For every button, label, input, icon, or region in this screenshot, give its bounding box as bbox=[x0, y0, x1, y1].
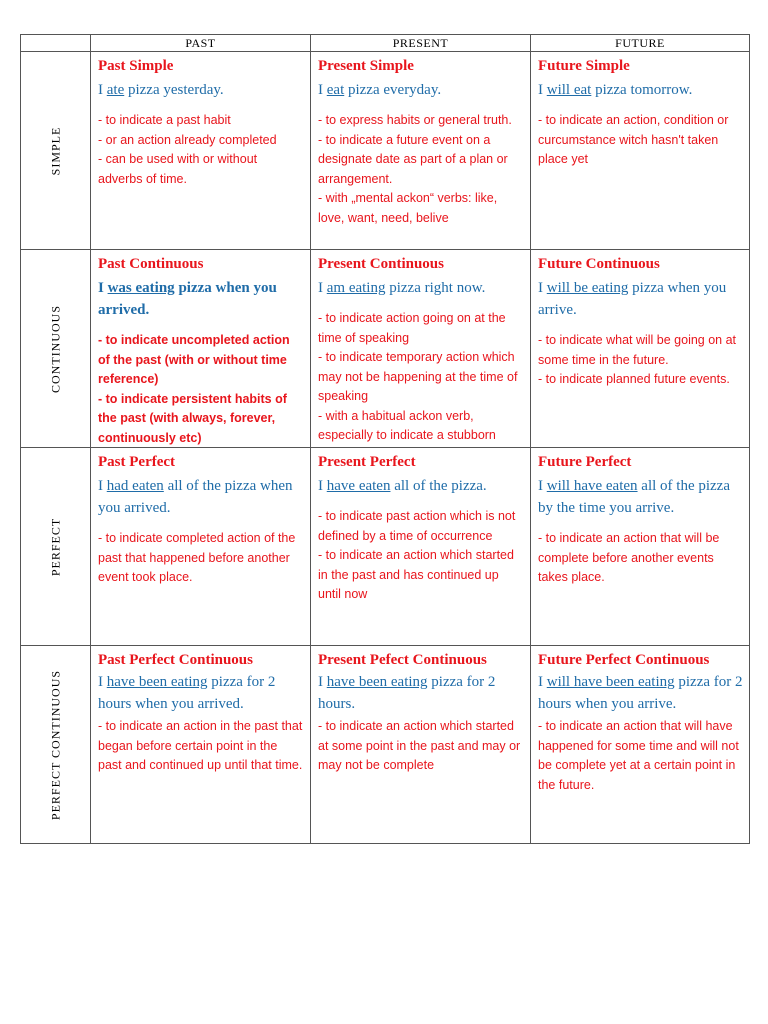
usage-note: - to indicate a future event on a designate date as part of a plan or arrangement. bbox=[318, 132, 508, 186]
verb-phrase: will be eating bbox=[546, 280, 629, 296]
example-sentence: I eat pizza everyday. bbox=[318, 82, 442, 98]
verb-phrase: was eating bbox=[107, 280, 175, 296]
tense-cell bbox=[311, 448, 531, 646]
row-label-cell bbox=[21, 448, 91, 646]
usage-notes bbox=[538, 331, 743, 390]
tense-title: Past Continuous bbox=[98, 256, 204, 272]
verb-phrase: ate bbox=[106, 82, 125, 98]
tense-title: Past Perfect Continuous bbox=[98, 652, 253, 668]
usage-note: - to express habits or general truth. bbox=[318, 113, 512, 127]
usage-notes bbox=[538, 111, 743, 170]
column-header-present: PRESENT bbox=[311, 35, 531, 52]
tense-cell bbox=[91, 250, 311, 448]
tenses-table bbox=[20, 34, 750, 844]
example-sentence: I will be eating pizza when you arrive. bbox=[538, 280, 727, 318]
tense-title: Future Perfect bbox=[538, 454, 632, 470]
tense-title: Future Perfect Continuous bbox=[538, 652, 710, 668]
example-sentence: I have eaten all of the pizza. bbox=[318, 478, 487, 494]
tense-title: Past Simple bbox=[98, 58, 174, 74]
tense-cell bbox=[531, 646, 750, 844]
usage-note: - with „mental ackon“ verbs: like, love, want, need, belive bbox=[318, 191, 498, 225]
row-label-cell bbox=[21, 646, 91, 844]
example-sentence: I ate pizza yesterday. bbox=[98, 82, 224, 98]
tense-title: Present Continuous bbox=[318, 256, 444, 272]
example-sentence: I will have been eating pizza for 2 hours when you arrive. bbox=[538, 674, 743, 712]
row-label: CONTINUOUS bbox=[48, 304, 62, 393]
example-sentence: I will have eaten all of the pizza by the time you arrive. bbox=[538, 478, 731, 516]
usage-note: - to indicate past action which is not defined by a time of occurrence bbox=[318, 509, 516, 543]
usage-note: - to indicate an action that will have happened for some time and will not be complete yet at a certain point in the future. bbox=[538, 719, 739, 792]
tense-cell bbox=[311, 52, 531, 250]
row-label: PERFECT CONTINUOUS bbox=[48, 669, 62, 820]
usage-note: - to indicate persistent habits of the past (with always, forever, continuously etc) bbox=[98, 391, 287, 445]
usage-notes bbox=[98, 111, 304, 189]
row-label: PERFECT bbox=[48, 517, 62, 576]
usage-note: - to indicate temporary action which may not be happening at the time of speaking bbox=[318, 350, 518, 403]
row-label-cell bbox=[21, 250, 91, 448]
usage-note: - to indicate an action which started at some point in the past and may or may not be complete bbox=[318, 719, 521, 772]
usage-note: - to indicate an action which started in the past and has continued up until now bbox=[318, 548, 514, 601]
example-sentence: I was eating pizza when you arrived. bbox=[98, 280, 277, 318]
tense-title: Present Perfect bbox=[318, 454, 416, 470]
example-sentence: I had eaten all of the pizza when you arrived. bbox=[98, 478, 293, 516]
verb-phrase: will have eaten bbox=[546, 478, 638, 494]
usage-note: - to indicate an action, condition or curcumstance witch hasn't taken place yet bbox=[538, 113, 729, 166]
usage-note: - to indicate a past habit bbox=[98, 113, 231, 127]
usage-notes bbox=[98, 717, 304, 776]
usage-note: - to indicate an action in the past that began before certain point in the past and continued up until that time. bbox=[98, 719, 303, 772]
tense-title: Future Continuous bbox=[538, 256, 660, 272]
verb-phrase: am eating bbox=[326, 280, 386, 296]
usage-note: - to indicate what will be going on at some time in the future. bbox=[538, 333, 737, 367]
tense-cell bbox=[91, 646, 311, 844]
example-sentence: I am eating pizza right now. bbox=[318, 280, 486, 296]
tense-cell bbox=[531, 250, 750, 448]
tense-title: Present Simple bbox=[318, 58, 414, 74]
usage-notes bbox=[98, 529, 304, 588]
row-label-cell bbox=[21, 52, 91, 250]
usage-notes bbox=[538, 717, 743, 795]
usage-note: - to indicate planned future events. bbox=[538, 372, 730, 386]
usage-note: - to indicate an action that will be complete before another events takes place. bbox=[538, 531, 720, 584]
corner-cell bbox=[21, 35, 91, 52]
usage-notes bbox=[98, 331, 304, 447]
column-header-past: PAST bbox=[91, 35, 311, 52]
usage-note: - can be used with or without adverbs of time. bbox=[98, 152, 258, 186]
verb-phrase: have been eating bbox=[106, 674, 208, 690]
tense-cell bbox=[91, 52, 311, 250]
row-label: SIMPLE bbox=[48, 126, 62, 175]
tense-title: Past Perfect bbox=[98, 454, 176, 470]
tense-cell bbox=[91, 448, 311, 646]
verb-phrase: have been eating bbox=[326, 674, 428, 690]
usage-notes bbox=[538, 529, 743, 588]
usage-notes bbox=[318, 111, 524, 228]
example-sentence: I will eat pizza tomorrow. bbox=[538, 82, 693, 98]
tense-title: Present Pefect Continuous bbox=[318, 652, 487, 668]
usage-notes bbox=[318, 717, 524, 776]
header-row bbox=[21, 35, 750, 52]
verb-phrase: will have been eating bbox=[546, 674, 675, 690]
row-continuous bbox=[21, 250, 750, 448]
verb-phrase: had eaten bbox=[106, 478, 164, 494]
example-sentence: I have been eating pizza for 2 hours when you arrived. bbox=[98, 674, 276, 712]
usage-note: - to indicate completed action of the past that happened before another event took place. bbox=[98, 531, 296, 584]
usage-note: - to indicate action going on at the time of speaking bbox=[318, 311, 506, 345]
row-perfect-continuous bbox=[21, 646, 750, 844]
usage-notes bbox=[318, 507, 524, 605]
tense-title: Future Simple bbox=[538, 58, 630, 74]
usage-note: - or an action already completed bbox=[98, 132, 277, 147]
verb-phrase: eat bbox=[326, 82, 345, 98]
usage-note: - with a habitual ackon verb, especially to indicate a stubborn bbox=[318, 408, 496, 442]
example-sentence: I have been eating pizza for 2 hours. bbox=[318, 674, 496, 712]
tense-cell bbox=[531, 52, 750, 250]
usage-notes bbox=[318, 309, 524, 446]
usage-note: - to indicate uncompleted action of the past (with or without time reference) bbox=[98, 333, 290, 386]
row-perfect bbox=[21, 448, 750, 646]
verb-phrase: have eaten bbox=[326, 478, 391, 494]
tense-cell bbox=[311, 646, 531, 844]
verb-phrase: will eat bbox=[546, 82, 592, 98]
column-header-future: FUTURE bbox=[531, 35, 750, 52]
row-simple bbox=[21, 52, 750, 250]
tense-cell bbox=[531, 448, 750, 646]
tense-cell bbox=[311, 250, 531, 448]
